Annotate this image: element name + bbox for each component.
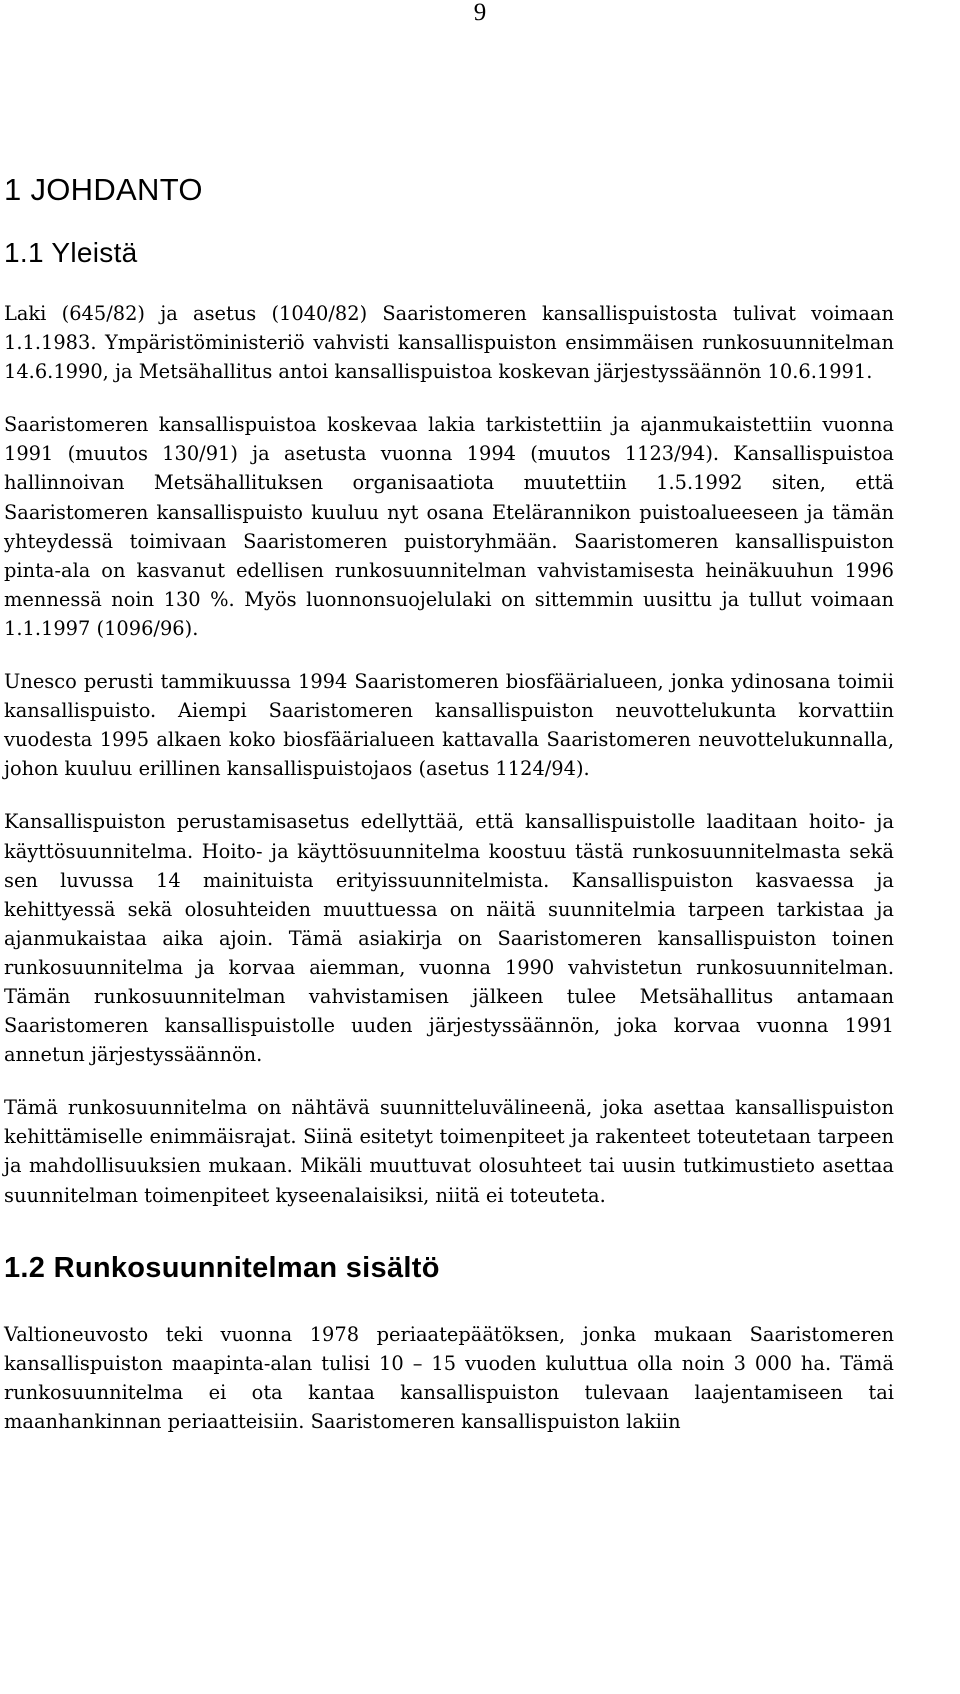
paragraph: Kansallispuiston perustamisasetus edellyttää, että kansallispuistolle laaditaan hoito- ja käyttösuunnitelma. Hoito- ja käyttösuunnitelma koostuu tästä runkosuunnitelmasta sekä sen luvussa 14 mainituista erityissuunnitelmista. Kansallispuiston kasvaessa ja kehittyessä sekä olosuhteiden muuttuessa on näitä suunnitelmia tarpeen tarkistaa ja ajanmukaistaa aika ajoin. Tämä asiakirja on Saaristomeren kansallispuiston toinen runkosuunnitelma ja korvaa aiemman, vuonna 1990 vahvistetun runkosuunnitelman. Tämän runkosuunnitelman vahvistamisen jälkeen tulee Metsähallitus antamaan Saaristomeren kansallispuistolle uuden järjestyssäännön, joka korvaa vuonna 1991 annetun järjestyssäännön. xyxy=(4,810,894,1067)
page-content xyxy=(4,170,894,1460)
paragraph: Valtioneuvosto teki vuonna 1978 periaatepäätöksen, jonka mukaan Saaristomeren kansallispuiston maapinta-alan tulisi 10 – 15 vuoden kuluttua olla noin 3 000 ha. Tämä runkosuunnitelma ei ota kantaa kansallispuiston tulevaan laajentamiseen tai maanhankinnan periaatteisiin. Saaristomeren kansallispuiston lakiin xyxy=(4,1322,894,1433)
section-yleista xyxy=(4,235,894,1210)
section-runkosuunnitelman-sisalto xyxy=(4,1250,894,1436)
section-heading: 1.1 Yleistä xyxy=(4,237,138,268)
page-number: 9 xyxy=(473,0,487,26)
section-heading: 1.2 Runkosuunnitelman sisältö xyxy=(4,1251,440,1284)
chapter-heading: 1 JOHDANTO xyxy=(4,172,203,207)
paragraph: Saaristomeren kansallispuistoa koskevaa lakia tarkistettiin ja ajanmukaistettiin vuonna 1991 (muutos 130/91) ja asetusta vuonna 1994 (muutos 1123/94). Kansallispuistoa hallinnoivan Metsähallituksen organisaatiota muutettiin 1.5.1992 siten, että Saaristomeren kansallispuisto kuuluu nyt osana Etelärannikon puistoalueeseen ja tämän yhteydessä toimivaan Saaristomeren puistoryhmään. Saaristomeren kansallispuiston pinta-ala on kasvanut edellisen runkosuunnitelman vahvistamisesta heinäkuuhun 1996 mennessä noin 130 %. Myös luonnonsuojelulaki on sittemmin uusittu ja tullut voimaan 1.1.1997 (1096/96). xyxy=(4,413,894,640)
paragraph: Tämä runkosuunnitelma on nähtävä suunnitteluvälineenä, joka asettaa kansallispuiston kehittämiselle enimmäisrajat. Siinä esitetyt toimenpiteet ja rakenteet toteutetaan tarpeen ja mahdollisuuksien mukaan. Mikäli muuttuvat olosuhteet tai uusin tutkimustieto asettaa suunnitelman toimenpiteet kyseenalaisiksi, niitä ei toteuteta. xyxy=(4,1096,894,1207)
paragraph: Laki (645/82) ja asetus (1040/82) Saaristomeren kansallispuistosta tulivat voimaan 1.1.1983. Ympäristöministeriö vahvisti kansallispuiston ensimmäisen runkosuunnitelman 14.6.1990, ja Metsähallitus antoi kansallispuistoa koskevan järjestyssäännön 10.6.1991. xyxy=(4,302,894,384)
paragraph: Unesco perusti tammikuussa 1994 Saaristomeren biosfäärialueen, jonka ydinosana toimii kansallispuisto. Aiempi Saaristomeren kansallispuiston neuvottelukunta korvattiin vuodesta 1995 alkaen koko biosfäärialueen kattavalla Saaristomeren neuvottelukunnalla, johon kuuluu erillinen kansallispuistojaos (asetus 1124/94). xyxy=(4,670,894,781)
